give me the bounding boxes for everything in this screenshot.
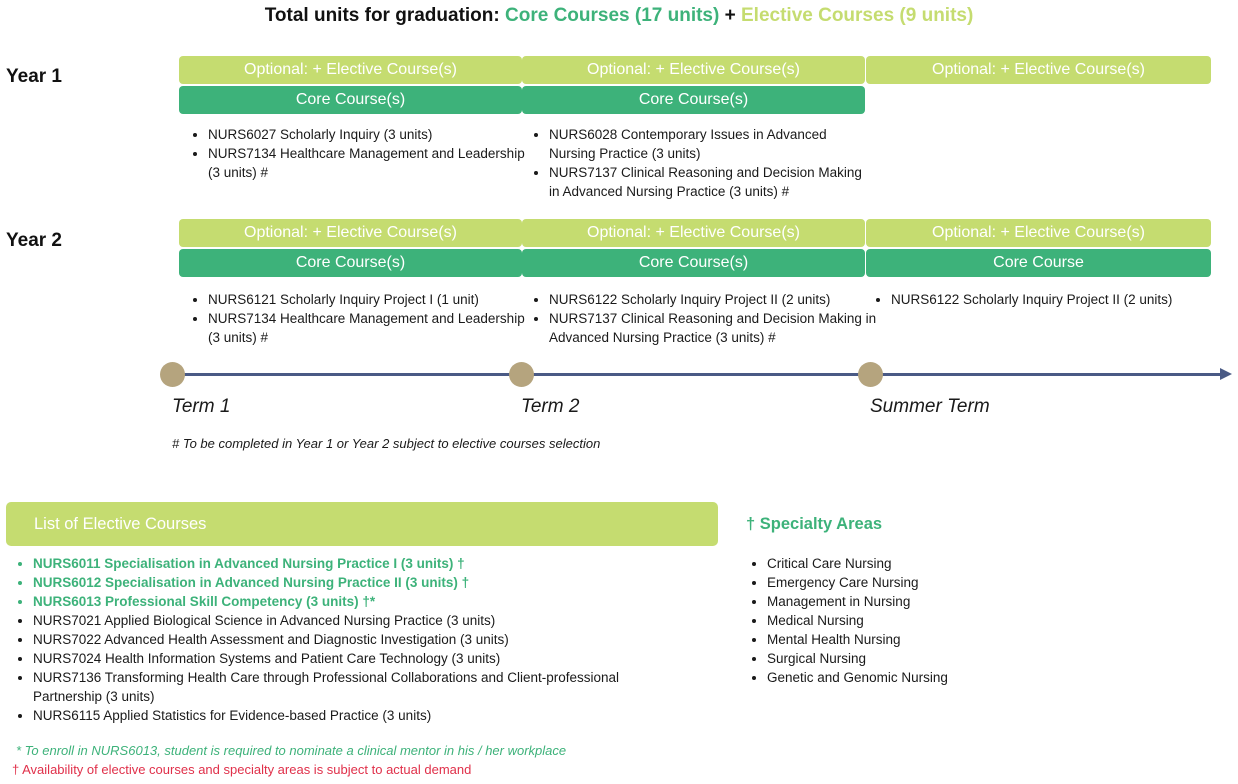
- mentor-footnote: * To enroll in NURS6013, student is required to nominate a clinical mentor in his / her workplace: [16, 743, 567, 758]
- course-item: • NURS6027 Scholarly Inquiry (3 units): [208, 125, 528, 144]
- year1-summer-elective-bar: Optional: + Elective Course(s): [866, 56, 1211, 84]
- specialty-item: • Emergency Care Nursing: [767, 573, 948, 592]
- course-item: • NURS6121 Scholarly Inquiry Project I (1 unit): [208, 290, 528, 309]
- completion-note: # To be completed in Year 1 or Year 2 subject to elective courses selection: [172, 436, 601, 451]
- specialty-item: • Critical Care Nursing: [767, 554, 948, 573]
- year2-term2-core-bar: Core Course(s): [522, 249, 865, 277]
- elective-item: • NURS6011 Specialisation in Advanced Nursing Practice I (3 units) †: [33, 554, 683, 573]
- summer-term-label: Summer Term: [870, 396, 990, 417]
- specialty-item: • Medical Nursing: [767, 611, 948, 630]
- title-plus: +: [724, 5, 736, 26]
- elective-item: • NURS6115 Applied Statistics for Evidence-based Practice (3 units): [33, 706, 683, 725]
- course-item: • NURS7134 Healthcare Management and Leadership (3 units) #: [208, 309, 528, 347]
- elective-item: • NURS6013 Professional Skill Competency (3 units) †*: [33, 592, 683, 611]
- elective-item: • NURS7024 Health Information Systems and Patient Care Technology (3 units): [33, 649, 683, 668]
- timeline-arrow-icon: [1220, 368, 1232, 380]
- course-item: • NURS6028 Contemporary Issues in Advanced Nursing Practice (3 units): [549, 125, 869, 163]
- year2-summer-core-bar: Core Course: [866, 249, 1211, 277]
- term-2-label: Term 2: [521, 396, 580, 417]
- course-item: • NURS7137 Clinical Reasoning and Decision Making in Advanced Nursing Practice (3 units) #: [549, 163, 869, 201]
- course-item: • NURS7137 Clinical Reasoning and Decision Making in Advanced Nursing Practice (3 units) #: [549, 309, 879, 347]
- specialty-item: • Management in Nursing: [767, 592, 948, 611]
- title-elective-units: Elective Courses (9 units): [741, 5, 974, 26]
- year1-term1-elective-bar: Optional: + Elective Course(s): [179, 56, 522, 84]
- graduation-units-title: [0, 5, 1238, 27]
- year1-term1-core-bar: Core Course(s): [179, 86, 522, 114]
- specialty-areas-title: † Specialty Areas: [746, 515, 883, 533]
- title-core-units: Core Courses (17 units): [505, 5, 720, 26]
- year1-term1-course-list: [179, 125, 528, 182]
- year2-term2-elective-bar: Optional: + Elective Course(s): [522, 219, 865, 247]
- year1-term2-elective-bar: Optional: + Elective Course(s): [522, 56, 865, 84]
- summer-term-marker: [858, 362, 883, 387]
- specialty-areas-list: [738, 554, 948, 687]
- year2-summer-course-list: [862, 290, 1231, 309]
- elective-course-list: [4, 554, 683, 725]
- term-1-label: Term 1: [172, 396, 231, 417]
- course-item: • NURS6122 Scholarly Inquiry Project II (2 units): [891, 290, 1231, 309]
- year2-term1-elective-bar: Optional: + Elective Course(s): [179, 219, 522, 247]
- elective-item: • NURS7022 Advanced Health Assessment and Diagnostic Investigation (3 units): [33, 630, 683, 649]
- year2-term1-core-bar: Core Course(s): [179, 249, 522, 277]
- timeline-line: [172, 373, 1224, 376]
- elective-item: • NURS7136 Transforming Health Care through Professional Collaborations and Client-professional Partnership (3 units): [33, 668, 683, 706]
- specialty-item: • Genetic and Genomic Nursing: [767, 668, 948, 687]
- year2-term1-course-list: [179, 290, 528, 347]
- specialty-item: • Mental Health Nursing: [767, 630, 948, 649]
- specialty-item: • Surgical Nursing: [767, 649, 948, 668]
- year1-term2-course-list: [520, 125, 869, 201]
- year-2-label: Year 2: [6, 230, 62, 251]
- year2-summer-elective-bar: Optional: + Elective Course(s): [866, 219, 1211, 247]
- elective-list-header: List of Elective Courses: [6, 502, 718, 546]
- term-1-marker: [160, 362, 185, 387]
- course-item: • NURS7134 Healthcare Management and Leadership (3 units) #: [208, 144, 528, 182]
- elective-item: • NURS6012 Specialisation in Advanced Nursing Practice II (3 units) †: [33, 573, 683, 592]
- availability-footnote: † Availability of elective courses and specialty areas is subject to actual demand: [12, 762, 472, 777]
- year-1-label: Year 1: [6, 66, 62, 87]
- course-item: • NURS6122 Scholarly Inquiry Project II (2 units): [549, 290, 879, 309]
- year2-term2-course-list: [520, 290, 879, 347]
- term-2-marker: [509, 362, 534, 387]
- title-prefix: Total units for graduation:: [264, 5, 500, 26]
- year1-term2-core-bar: Core Course(s): [522, 86, 865, 114]
- elective-item: • NURS7021 Applied Biological Science in Advanced Nursing Practice (3 units): [33, 611, 683, 630]
